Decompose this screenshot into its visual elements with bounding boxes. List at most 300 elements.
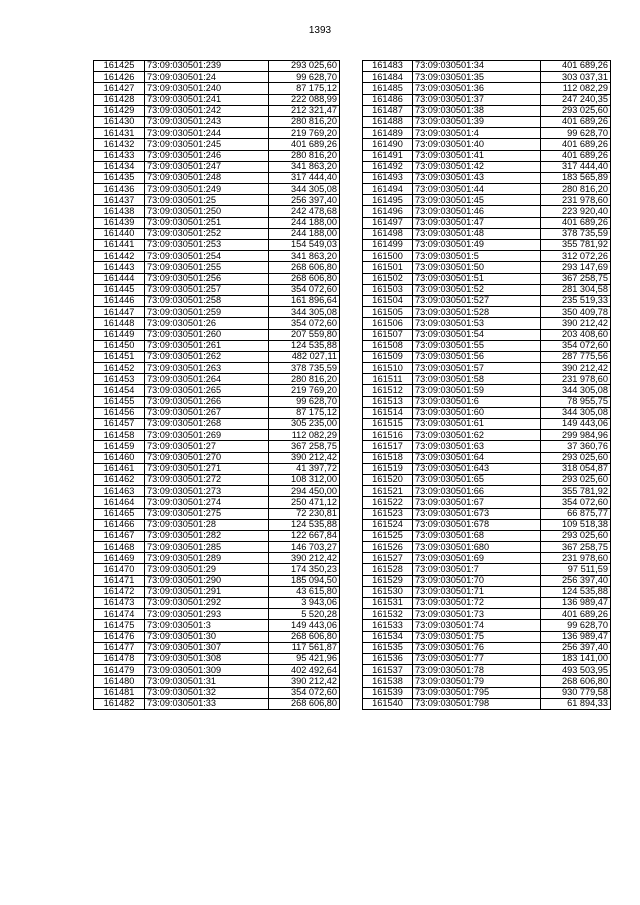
cadastral-value: 293 025,60 xyxy=(541,474,611,485)
cadastral-value: 61 894,33 xyxy=(541,698,611,709)
cadastral-value: 136 989,47 xyxy=(541,598,611,609)
table-row xyxy=(363,609,611,620)
cadastral-number: 73:09:030501:528 xyxy=(413,307,541,318)
cadastral-value: 231 978,60 xyxy=(541,374,611,385)
table-row xyxy=(363,340,611,351)
cadastral-value: 124 535,88 xyxy=(269,340,340,351)
cadastral-value: 390 212,42 xyxy=(269,553,340,564)
cadastral-value: 223 920,40 xyxy=(541,206,611,217)
table-row xyxy=(94,228,340,239)
table-row xyxy=(94,340,340,351)
cadastral-value: 341 863,20 xyxy=(269,251,340,262)
row-number: 161469 xyxy=(94,553,145,564)
table-row xyxy=(363,273,611,284)
cadastral-number: 73:09:030501:680 xyxy=(413,542,541,553)
row-number: 161457 xyxy=(94,419,145,430)
table-row xyxy=(94,307,340,318)
row-number: 161440 xyxy=(94,228,145,239)
cadastral-number: 73:09:030501:49 xyxy=(413,240,541,251)
row-number: 161452 xyxy=(94,363,145,374)
table-row xyxy=(363,184,611,195)
cadastral-number: 73:09:030501:45 xyxy=(413,195,541,206)
cadastral-number: 73:09:030501:263 xyxy=(145,363,269,374)
table-row xyxy=(94,653,340,664)
cadastral-value: 390 212,42 xyxy=(269,452,340,463)
row-number: 161524 xyxy=(363,519,413,530)
row-number: 161432 xyxy=(94,139,145,150)
cadastral-number: 73:09:030501:260 xyxy=(145,329,269,340)
table-row xyxy=(94,642,340,653)
cadastral-value: 317 444,40 xyxy=(541,161,611,172)
cadastral-value: 185 094,50 xyxy=(269,575,340,586)
row-number: 161538 xyxy=(363,676,413,687)
cadastral-number: 73:09:030501:39 xyxy=(413,116,541,127)
table-row xyxy=(363,351,611,362)
table-row xyxy=(94,497,340,508)
row-number: 161526 xyxy=(363,542,413,553)
cadastral-value: 41 397,72 xyxy=(269,463,340,474)
table-row xyxy=(94,150,340,161)
cadastral-value: 378 735,59 xyxy=(269,363,340,374)
row-number: 161470 xyxy=(94,564,145,575)
row-number: 161505 xyxy=(363,307,413,318)
row-number: 161433 xyxy=(94,150,145,161)
cadastral-number: 73:09:030501:33 xyxy=(145,698,269,709)
cadastral-value: 183 141,00 xyxy=(541,653,611,664)
row-number: 161479 xyxy=(94,665,145,676)
cadastral-number: 73:09:030501:54 xyxy=(413,329,541,340)
cadastral-number: 73:09:030501:57 xyxy=(413,363,541,374)
cadastral-value: 378 735,59 xyxy=(541,228,611,239)
table-row xyxy=(94,351,340,362)
table-row xyxy=(363,329,611,340)
row-number: 161512 xyxy=(363,385,413,396)
row-number: 161490 xyxy=(363,139,413,150)
table-row xyxy=(363,598,611,609)
cadastral-number: 73:09:030501:52 xyxy=(413,284,541,295)
cadastral-number: 73:09:030501:239 xyxy=(145,61,269,72)
row-number: 161510 xyxy=(363,363,413,374)
table-row xyxy=(94,184,340,195)
table-row xyxy=(363,631,611,642)
cadastral-number: 73:09:030501:267 xyxy=(145,407,269,418)
row-number: 161456 xyxy=(94,407,145,418)
row-number: 161447 xyxy=(94,307,145,318)
cadastral-value: 354 072,60 xyxy=(269,284,340,295)
cadastral-value: 280 816,20 xyxy=(269,116,340,127)
table-row xyxy=(94,609,340,620)
row-number: 161539 xyxy=(363,687,413,698)
row-number: 161522 xyxy=(363,497,413,508)
row-number: 161439 xyxy=(94,217,145,228)
table-row xyxy=(94,318,340,329)
table-row xyxy=(363,653,611,664)
cadastral-number: 73:09:030501:248 xyxy=(145,172,269,183)
cadastral-number: 73:09:030501:292 xyxy=(145,598,269,609)
row-number: 161529 xyxy=(363,575,413,586)
table-row xyxy=(94,139,340,150)
cadastral-number: 73:09:030501:251 xyxy=(145,217,269,228)
cadastral-number: 73:09:030501:65 xyxy=(413,474,541,485)
table-row xyxy=(94,206,340,217)
cadastral-number: 73:09:030501:241 xyxy=(145,94,269,105)
table-row xyxy=(94,463,340,474)
cadastral-number: 73:09:030501:289 xyxy=(145,553,269,564)
table-row xyxy=(363,407,611,418)
cadastral-number: 73:09:030501:307 xyxy=(145,642,269,653)
table-row xyxy=(363,452,611,463)
cadastral-number: 73:09:030501:250 xyxy=(145,206,269,217)
table-row xyxy=(363,240,611,251)
row-number: 161528 xyxy=(363,564,413,575)
cadastral-number: 73:09:030501:60 xyxy=(413,407,541,418)
row-number: 161537 xyxy=(363,665,413,676)
row-number: 161509 xyxy=(363,351,413,362)
cadastral-number: 73:09:030501:798 xyxy=(413,698,541,709)
row-number: 161450 xyxy=(94,340,145,351)
cadastral-value: 281 304,58 xyxy=(541,284,611,295)
cadastral-value: 390 212,42 xyxy=(269,676,340,687)
table-row xyxy=(94,564,340,575)
table-row xyxy=(94,698,340,709)
cadastral-number: 73:09:030501:36 xyxy=(413,83,541,94)
row-number: 161468 xyxy=(94,542,145,553)
cadastral-value: 401 689,26 xyxy=(541,609,611,620)
cadastral-number: 73:09:030501:242 xyxy=(145,105,269,116)
row-number: 161436 xyxy=(94,184,145,195)
cadastral-value: 78 955,75 xyxy=(541,396,611,407)
cadastral-value: 124 535,88 xyxy=(541,586,611,597)
cadastral-number: 73:09:030501:29 xyxy=(145,564,269,575)
cadastral-value: 250 471,12 xyxy=(269,497,340,508)
cadastral-number: 73:09:030501:247 xyxy=(145,161,269,172)
row-number: 161463 xyxy=(94,486,145,497)
cadastral-value: 99 628,70 xyxy=(541,620,611,631)
table-row xyxy=(94,586,340,597)
row-number: 161460 xyxy=(94,452,145,463)
table-row xyxy=(363,564,611,575)
cadastral-number: 73:09:030501:6 xyxy=(413,396,541,407)
row-number: 161502 xyxy=(363,273,413,284)
cadastral-value: 149 443,06 xyxy=(541,419,611,430)
cadastral-value: 344 305,08 xyxy=(541,385,611,396)
cadastral-value: 341 863,20 xyxy=(269,161,340,172)
cadastral-value: 122 667,84 xyxy=(269,530,340,541)
cadastral-value: 97 511,59 xyxy=(541,564,611,575)
cadastral-value: 367 258,75 xyxy=(541,273,611,284)
row-number: 161459 xyxy=(94,441,145,452)
cadastral-value: 268 606,80 xyxy=(269,698,340,709)
table-row xyxy=(363,687,611,698)
cadastral-value: 146 703,27 xyxy=(269,542,340,553)
cadastral-number: 73:09:030501:79 xyxy=(413,676,541,687)
table-row xyxy=(363,251,611,262)
table-row xyxy=(363,150,611,161)
row-number: 161442 xyxy=(94,251,145,262)
left-table xyxy=(93,60,340,710)
row-number: 161486 xyxy=(363,94,413,105)
row-number: 161484 xyxy=(363,72,413,83)
cadastral-value: 231 978,60 xyxy=(541,195,611,206)
cadastral-number: 73:09:030501:34 xyxy=(413,61,541,72)
cadastral-value: 355 781,92 xyxy=(541,240,611,251)
cadastral-value: 401 689,26 xyxy=(541,150,611,161)
table-row xyxy=(94,329,340,340)
row-number: 161513 xyxy=(363,396,413,407)
cadastral-number: 73:09:030501:32 xyxy=(145,687,269,698)
table-row xyxy=(94,273,340,284)
cadastral-value: 149 443,06 xyxy=(269,620,340,631)
cadastral-number: 73:09:030501:43 xyxy=(413,172,541,183)
cadastral-number: 73:09:030501:66 xyxy=(413,486,541,497)
table-row xyxy=(94,452,340,463)
cadastral-number: 73:09:030501:62 xyxy=(413,430,541,441)
cadastral-number: 73:09:030501:274 xyxy=(145,497,269,508)
row-number: 161504 xyxy=(363,295,413,306)
cadastral-value: 294 450,00 xyxy=(269,486,340,497)
cadastral-number: 73:09:030501:273 xyxy=(145,486,269,497)
cadastral-value: 354 072,60 xyxy=(269,687,340,698)
row-number: 161489 xyxy=(363,128,413,139)
cadastral-number: 73:09:030501:38 xyxy=(413,105,541,116)
cadastral-value: 99 628,70 xyxy=(541,128,611,139)
row-number: 161488 xyxy=(363,116,413,127)
cadastral-value: 350 409,78 xyxy=(541,307,611,318)
row-number: 161515 xyxy=(363,419,413,430)
cadastral-value: 293 025,60 xyxy=(541,530,611,541)
table-row xyxy=(94,519,340,530)
row-number: 161446 xyxy=(94,295,145,306)
row-number: 161477 xyxy=(94,642,145,653)
cadastral-number: 73:09:030501:285 xyxy=(145,542,269,553)
table-row xyxy=(363,61,611,72)
table-row xyxy=(363,676,611,687)
table-row xyxy=(94,598,340,609)
table-row xyxy=(94,430,340,441)
row-number: 161491 xyxy=(363,150,413,161)
cadastral-number: 73:09:030501:48 xyxy=(413,228,541,239)
cadastral-number: 73:09:030501:70 xyxy=(413,575,541,586)
cadastral-value: 95 421,96 xyxy=(269,653,340,664)
row-number: 161500 xyxy=(363,251,413,262)
row-number: 161443 xyxy=(94,262,145,273)
table-row xyxy=(363,83,611,94)
table-row xyxy=(363,295,611,306)
row-number: 161506 xyxy=(363,318,413,329)
row-number: 161441 xyxy=(94,240,145,251)
table-row xyxy=(94,172,340,183)
row-number: 161431 xyxy=(94,128,145,139)
cadastral-number: 73:09:030501:27 xyxy=(145,441,269,452)
cadastral-value: 203 408,60 xyxy=(541,329,611,340)
table-row xyxy=(363,172,611,183)
cadastral-number: 73:09:030501:259 xyxy=(145,307,269,318)
table-row xyxy=(363,575,611,586)
cadastral-value: 87 175,12 xyxy=(269,83,340,94)
cadastral-number: 73:09:030501:37 xyxy=(413,94,541,105)
cadastral-value: 5 520,28 xyxy=(269,609,340,620)
table-row xyxy=(94,240,340,251)
table-row xyxy=(363,419,611,430)
cadastral-number: 73:09:030501:71 xyxy=(413,586,541,597)
row-number: 161493 xyxy=(363,172,413,183)
row-number: 161501 xyxy=(363,262,413,273)
row-number: 161427 xyxy=(94,83,145,94)
cadastral-number: 73:09:030501:262 xyxy=(145,351,269,362)
cadastral-value: 66 875,77 xyxy=(541,508,611,519)
row-number: 161426 xyxy=(94,72,145,83)
cadastral-value: 231 978,60 xyxy=(541,553,611,564)
cadastral-number: 73:09:030501:269 xyxy=(145,430,269,441)
cadastral-number: 73:09:030501:795 xyxy=(413,687,541,698)
table-row xyxy=(94,486,340,497)
cadastral-value: 355 781,92 xyxy=(541,486,611,497)
cadastral-value: 317 444,40 xyxy=(269,172,340,183)
table-row xyxy=(363,195,611,206)
table-row xyxy=(94,665,340,676)
cadastral-number: 73:09:030501:678 xyxy=(413,519,541,530)
table-row xyxy=(363,116,611,127)
row-number: 161425 xyxy=(94,61,145,72)
cadastral-number: 73:09:030501:55 xyxy=(413,340,541,351)
row-number: 161520 xyxy=(363,474,413,485)
cadastral-value: 124 535,88 xyxy=(269,519,340,530)
cadastral-number: 73:09:030501:63 xyxy=(413,441,541,452)
cadastral-number: 73:09:030501:257 xyxy=(145,284,269,295)
table-row xyxy=(94,262,340,273)
row-number: 161465 xyxy=(94,508,145,519)
row-number: 161497 xyxy=(363,217,413,228)
cadastral-number: 73:09:030501:76 xyxy=(413,642,541,653)
row-number: 161428 xyxy=(94,94,145,105)
table-row xyxy=(94,553,340,564)
row-number: 161540 xyxy=(363,698,413,709)
cadastral-number: 73:09:030501:46 xyxy=(413,206,541,217)
cadastral-number: 73:09:030501:75 xyxy=(413,631,541,642)
table-row xyxy=(94,161,340,172)
row-number: 161534 xyxy=(363,631,413,642)
cadastral-number: 73:09:030501:272 xyxy=(145,474,269,485)
table-row xyxy=(363,620,611,631)
cadastral-value: 3 943,06 xyxy=(269,598,340,609)
table-row xyxy=(363,161,611,172)
table-row xyxy=(363,463,611,474)
cadastral-number: 73:09:030501:246 xyxy=(145,150,269,161)
table-row xyxy=(363,542,611,553)
row-number: 161474 xyxy=(94,609,145,620)
row-number: 161445 xyxy=(94,284,145,295)
row-number: 161521 xyxy=(363,486,413,497)
cadastral-number: 73:09:030501:293 xyxy=(145,609,269,620)
cadastral-value: 493 503,95 xyxy=(541,665,611,676)
row-number: 161492 xyxy=(363,161,413,172)
cadastral-value: 293 147,69 xyxy=(541,262,611,273)
row-number: 161472 xyxy=(94,586,145,597)
cadastral-value: 207 559,80 xyxy=(269,329,340,340)
row-number: 161475 xyxy=(94,620,145,631)
row-number: 161487 xyxy=(363,105,413,116)
table-row xyxy=(363,318,611,329)
table-row xyxy=(363,642,611,653)
table-row xyxy=(94,575,340,586)
cadastral-value: 72 230,81 xyxy=(269,508,340,519)
cadastral-value: 305 235,00 xyxy=(269,419,340,430)
cadastral-number: 73:09:030501:7 xyxy=(413,564,541,575)
cadastral-value: 367 258,75 xyxy=(541,542,611,553)
cadastral-number: 73:09:030501:31 xyxy=(145,676,269,687)
row-number: 161485 xyxy=(363,83,413,94)
cadastral-value: 268 606,80 xyxy=(269,631,340,642)
table-row xyxy=(363,530,611,541)
table-row xyxy=(94,508,340,519)
row-number: 161449 xyxy=(94,329,145,340)
cadastral-number: 73:09:030501:72 xyxy=(413,598,541,609)
cadastral-value: 354 072,60 xyxy=(541,497,611,508)
cadastral-value: 112 082,29 xyxy=(269,430,340,441)
table-row xyxy=(363,284,611,295)
table-row xyxy=(94,105,340,116)
cadastral-value: 280 816,20 xyxy=(269,374,340,385)
cadastral-value: 930 779,58 xyxy=(541,687,611,698)
cadastral-value: 235 519,33 xyxy=(541,295,611,306)
row-number: 161531 xyxy=(363,598,413,609)
cadastral-number: 73:09:030501:291 xyxy=(145,586,269,597)
table-row xyxy=(94,284,340,295)
cadastral-number: 73:09:030501:42 xyxy=(413,161,541,172)
table-row xyxy=(94,195,340,206)
row-number: 161503 xyxy=(363,284,413,295)
row-number: 161495 xyxy=(363,195,413,206)
table-row xyxy=(363,385,611,396)
cadastral-value: 367 258,75 xyxy=(269,441,340,452)
cadastral-number: 73:09:030501:47 xyxy=(413,217,541,228)
cadastral-number: 73:09:030501:25 xyxy=(145,195,269,206)
table-row xyxy=(363,374,611,385)
cadastral-number: 73:09:030501:56 xyxy=(413,351,541,362)
page-number: 1393 xyxy=(308,25,332,36)
cadastral-value: 244 188,00 xyxy=(269,217,340,228)
cadastral-value: 109 518,38 xyxy=(541,519,611,530)
cadastral-value: 117 561,87 xyxy=(269,642,340,653)
cadastral-number: 73:09:030501:51 xyxy=(413,273,541,284)
table-row xyxy=(363,206,611,217)
table-row xyxy=(363,363,611,374)
row-number: 161532 xyxy=(363,609,413,620)
row-number: 161494 xyxy=(363,184,413,195)
table-row xyxy=(94,385,340,396)
cadastral-number: 73:09:030501:255 xyxy=(145,262,269,273)
cadastral-number: 73:09:030501:271 xyxy=(145,463,269,474)
row-number: 161535 xyxy=(363,642,413,653)
cadastral-number: 73:09:030501:35 xyxy=(413,72,541,83)
row-number: 161519 xyxy=(363,463,413,474)
row-number: 161476 xyxy=(94,631,145,642)
row-number: 161429 xyxy=(94,105,145,116)
cadastral-number: 73:09:030501:58 xyxy=(413,374,541,385)
cadastral-value: 390 212,42 xyxy=(541,318,611,329)
cadastral-value: 136 989,47 xyxy=(541,631,611,642)
cadastral-number: 73:09:030501:74 xyxy=(413,620,541,631)
cadastral-value: 312 072,26 xyxy=(541,251,611,262)
table-row xyxy=(94,441,340,452)
table-row xyxy=(94,128,340,139)
cadastral-number: 73:09:030501:266 xyxy=(145,396,269,407)
cadastral-number: 73:09:030501:282 xyxy=(145,530,269,541)
table-row xyxy=(363,228,611,239)
cadastral-value: 219 769,20 xyxy=(269,128,340,139)
row-number: 161511 xyxy=(363,374,413,385)
cadastral-value: 482 027,11 xyxy=(269,351,340,362)
